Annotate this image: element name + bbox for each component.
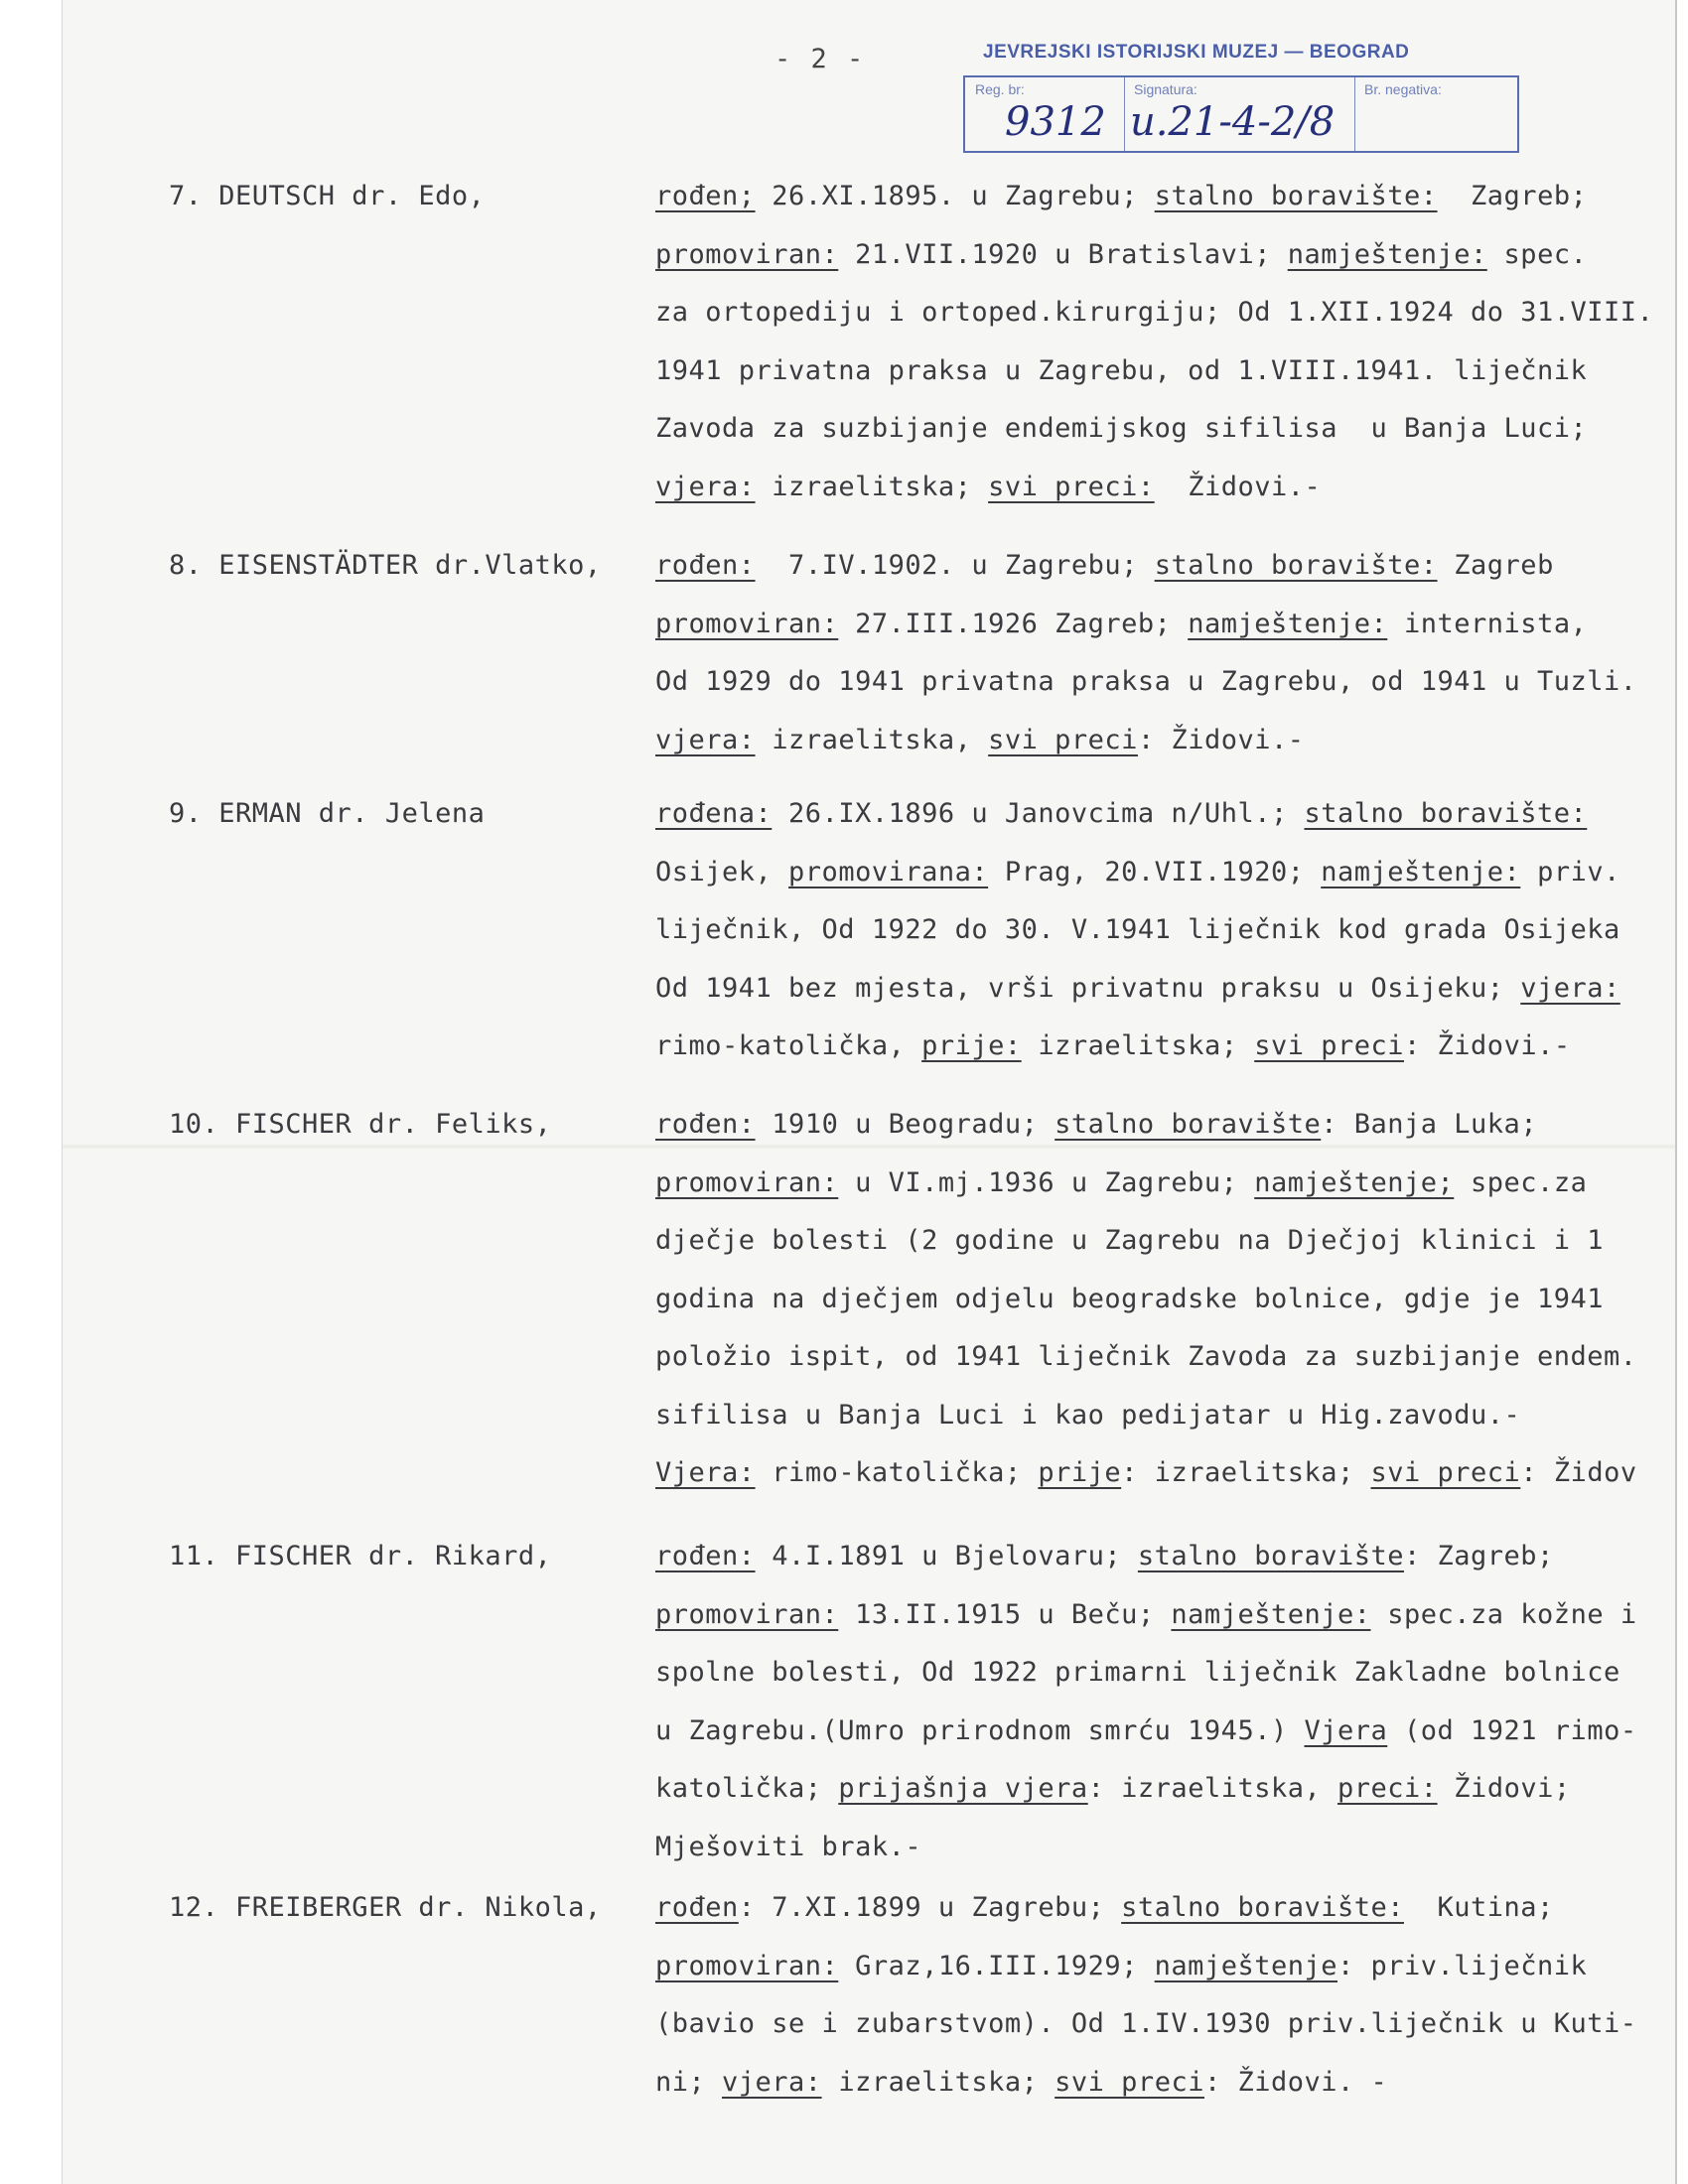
detail-line <box>655 609 1688 667</box>
detail-line <box>655 1284 1688 1342</box>
detail-line <box>655 1892 1688 1951</box>
field-label: stalno boravište <box>1137 1541 1405 1571</box>
field-label: prije: <box>921 1030 1022 1061</box>
detail-line <box>655 1030 1688 1089</box>
detail-line <box>655 1400 1688 1458</box>
museum-stamp <box>959 38 1515 155</box>
field-text: Židovi.- <box>1154 471 1322 502</box>
field-text: rimo-katolička; <box>755 1457 1039 1488</box>
detail-line <box>655 1457 1688 1516</box>
field-label: stalno boravište: <box>1121 1892 1404 1923</box>
field-label: rođena: <box>655 798 773 829</box>
field-label: promoviran: <box>655 1598 839 1630</box>
field-label: vjera: <box>722 2066 822 2098</box>
field-text: liječnik, Od 1922 do 30. V.1941 liječnik kod grada Osijeka <box>655 914 1620 945</box>
field-text: 7.IV.1902. u Zagrebu; <box>755 550 1155 581</box>
field-text: Mješoviti brak.- <box>655 1831 922 1862</box>
detail-line <box>655 355 1688 414</box>
stamp-cell-signature <box>1124 77 1355 151</box>
stamp-box <box>963 75 1519 153</box>
field-label: stalno boravište <box>1055 1109 1322 1140</box>
field-text: za ortopediju i ortoped.kirurgiju; Od 1.XII.1924 do 31.VIII. <box>655 297 1654 328</box>
stamp-cell-reg <box>965 77 1125 151</box>
detail-line <box>655 1951 1688 2009</box>
field-text: 26.IX.1896 u Janovcima n/Uhl.; <box>772 798 1305 829</box>
field-text: izraelitska, <box>755 724 989 755</box>
stamp-label-signature: Signatura: <box>1134 81 1197 97</box>
field-label: svi preci <box>1254 1030 1405 1061</box>
field-text: izraelitska; <box>755 471 989 502</box>
detail-line <box>655 1541 1688 1599</box>
entry-name: 8. EISENSTÄDTER dr.Vlatko, <box>169 550 602 581</box>
field-label: promoviran: <box>655 1950 839 1981</box>
stamp-title: JEVREJSKI ISTORIJSKI MUZEJ — BEOGRAD <box>983 42 1410 63</box>
field-text: sifilisa u Banja Luci i kao pedijatar u Hig.zavodu.- <box>655 1399 1521 1431</box>
field-text: Židovi; <box>1437 1773 1571 1804</box>
field-text: 4.I.1891 u Bjelovaru; <box>755 1541 1138 1571</box>
detail-line <box>655 2067 1688 2125</box>
field-label: rođen <box>655 1892 739 1923</box>
field-text: : Zagreb; <box>1404 1541 1554 1571</box>
field-label: vjera: <box>655 471 756 502</box>
detail-line <box>655 413 1688 472</box>
field-text: : izraelitska; <box>1121 1457 1371 1488</box>
field-label: svi preci <box>988 724 1138 755</box>
field-text: : Židovi.- <box>1137 724 1305 755</box>
field-label: namještenje: <box>1321 856 1521 887</box>
detail-line <box>655 973 1688 1031</box>
entry-name: 10. FISCHER dr. Feliks, <box>169 1109 552 1140</box>
detail-line <box>655 914 1688 973</box>
field-text: u Zagrebu.(Umro prirodnom smrću 1945.) <box>655 1714 1305 1746</box>
detail-line <box>655 297 1688 355</box>
field-text: izraelitska; <box>821 2066 1055 2098</box>
field-text: (bavio se i zubarstvom). Od 1.IV.1930 priv.liječnik u Kuti- <box>655 2008 1637 2039</box>
field-text: dječje bolesti (2 godine u Zagrebu na Dječjoj klinici i 1 <box>655 1225 1605 1256</box>
field-text: : 7.XI.1899 u Zagrebu; <box>738 1892 1122 1923</box>
detail-line <box>655 472 1688 530</box>
field-text: rimo-katolička, <box>655 1030 922 1061</box>
detail-line <box>655 239 1688 298</box>
entry-details <box>655 550 1688 782</box>
field-text: 21.VII.1920 u Bratislavi; <box>838 238 1288 270</box>
field-label: namještenje; <box>1254 1166 1455 1198</box>
stamp-label-reg: Reg. br: <box>975 81 1025 97</box>
field-label: stalno boravište: <box>1154 550 1438 581</box>
field-label: prijašnja vjera <box>838 1773 1088 1804</box>
detail-line <box>655 181 1688 239</box>
entry-details <box>655 1541 1688 1889</box>
detail-line <box>655 798 1688 857</box>
field-label: stalno boravište: <box>1154 181 1438 211</box>
field-text: : priv.liječnik <box>1336 1950 1588 1981</box>
field-label: vjera: <box>655 724 756 755</box>
field-label: svi preci <box>1055 2066 1204 2098</box>
field-label: stalno boravište: <box>1304 798 1588 829</box>
field-text: Zagreb <box>1437 550 1554 581</box>
field-label: namještenje: <box>1188 608 1388 639</box>
field-text: Od 1941 bez mjesta, vrši privatnu praksu u Osijeku; <box>655 972 1521 1004</box>
entry-name: 9. ERMAN dr. Jelena <box>169 798 486 829</box>
field-text: izraelitska; <box>1021 1030 1255 1061</box>
stamp-cell-negative <box>1354 77 1517 151</box>
detail-line <box>655 1109 1688 1167</box>
field-text: : izraelitska, <box>1087 1773 1337 1804</box>
field-text: : Banja Luka; <box>1321 1109 1538 1140</box>
field-text: 27.III.1926 Zagreb; <box>838 608 1189 639</box>
field-text: Zavoda za suzbijanje endemijskog sifilisa u Banja Luci; <box>655 413 1588 444</box>
field-label: rođen: <box>655 550 756 581</box>
field-text: godina na dječjem odjelu beogradske bolnice, gdje je 1941 <box>655 1283 1605 1314</box>
detail-line <box>655 2008 1688 2067</box>
field-text: internista, <box>1387 608 1588 639</box>
field-label: promoviran: <box>655 608 839 639</box>
field-label: promoviran: <box>655 238 839 270</box>
field-label: preci: <box>1337 1773 1438 1804</box>
field-text: spec.za <box>1454 1166 1588 1198</box>
detail-line <box>655 1657 1688 1715</box>
entry-details <box>655 181 1688 529</box>
field-text: u VI.mj.1936 u Zagrebu; <box>838 1166 1255 1198</box>
entry-name: 7. DEUTSCH dr. Edo, <box>169 181 486 211</box>
field-text: Zagreb; <box>1437 181 1588 211</box>
field-text: 1910 u Beogradu; <box>755 1109 1055 1140</box>
detail-line <box>655 1715 1688 1774</box>
detail-line <box>655 1832 1688 1890</box>
field-text: Prag, 20.VII.1920; <box>988 856 1322 887</box>
field-text: Od 1929 do 1941 privatna praksa u Zagrebu, od 1941 u Tuzli. <box>655 666 1637 697</box>
detail-line <box>655 857 1688 915</box>
stamp-signature: u.21-4-2/8 <box>1130 99 1336 145</box>
field-text: Graz,16.III.1929; <box>838 1950 1155 1981</box>
field-text: spec.za kožne i <box>1370 1598 1637 1630</box>
field-text: katolička; <box>655 1773 839 1804</box>
field-label: svi preci: <box>988 471 1155 502</box>
detail-line <box>655 725 1688 783</box>
field-label: Vjera <box>1304 1714 1388 1746</box>
detail-line <box>655 1599 1688 1658</box>
field-text: : Židovi.- <box>1404 1030 1571 1061</box>
page-number: - 2 - <box>774 44 866 74</box>
field-text: spolne bolesti, Od 1922 primarni liječnik Zakladne bolnice <box>655 1657 1620 1688</box>
entry-name: 12. FREIBERGER dr. Nikola, <box>169 1892 602 1923</box>
field-text: ni; <box>655 2066 723 2098</box>
field-text: položio ispit, od 1941 liječnik Zavoda za suzbijanje endem. <box>655 1341 1637 1372</box>
detail-line <box>655 666 1688 725</box>
detail-line <box>655 550 1688 609</box>
field-text: 26.XI.1895. u Zagrebu; <box>755 181 1155 211</box>
field-label: svi preci <box>1370 1457 1521 1488</box>
field-text: 1941 privatna praksa u Zagrebu, od 1.VIII.1941. liječnik <box>655 354 1588 386</box>
field-text: : Židov <box>1520 1457 1637 1488</box>
field-label: Vjera: <box>655 1457 756 1488</box>
entry-details <box>655 798 1688 1089</box>
field-text: Kutina; <box>1404 1892 1554 1923</box>
entry-name: 11. FISCHER dr. Rikard, <box>169 1541 552 1571</box>
field-text: 13.II.1915 u Beču; <box>838 1598 1172 1630</box>
detail-line <box>655 1225 1688 1284</box>
stamp-reg-number: 9312 <box>1005 99 1106 145</box>
entry-details <box>655 1109 1688 1516</box>
field-text: spec. <box>1486 238 1588 270</box>
field-label: promoviran: <box>655 1166 839 1198</box>
field-label: rođen: <box>655 1109 756 1140</box>
field-label: rođen; <box>655 181 756 211</box>
field-label: vjera: <box>1520 972 1620 1004</box>
field-label: namještenje: <box>1287 238 1487 270</box>
field-text: (od 1921 rimo- <box>1387 1714 1637 1746</box>
field-label: promovirana: <box>788 856 989 887</box>
field-label: namještenje: <box>1171 1598 1371 1630</box>
field-text: priv. <box>1520 856 1620 887</box>
field-label: rođen: <box>655 1541 756 1571</box>
field-label: prije <box>1038 1457 1122 1488</box>
stamp-label-negative: Br. negativa: <box>1364 81 1442 97</box>
field-text: Osijek, <box>655 856 789 887</box>
detail-line <box>655 1341 1688 1400</box>
field-label: namještenje <box>1154 1950 1337 1981</box>
detail-line <box>655 1167 1688 1226</box>
detail-line <box>655 1773 1688 1832</box>
entry-details <box>655 1892 1688 2124</box>
field-text: : Židovi. - <box>1203 2066 1388 2098</box>
